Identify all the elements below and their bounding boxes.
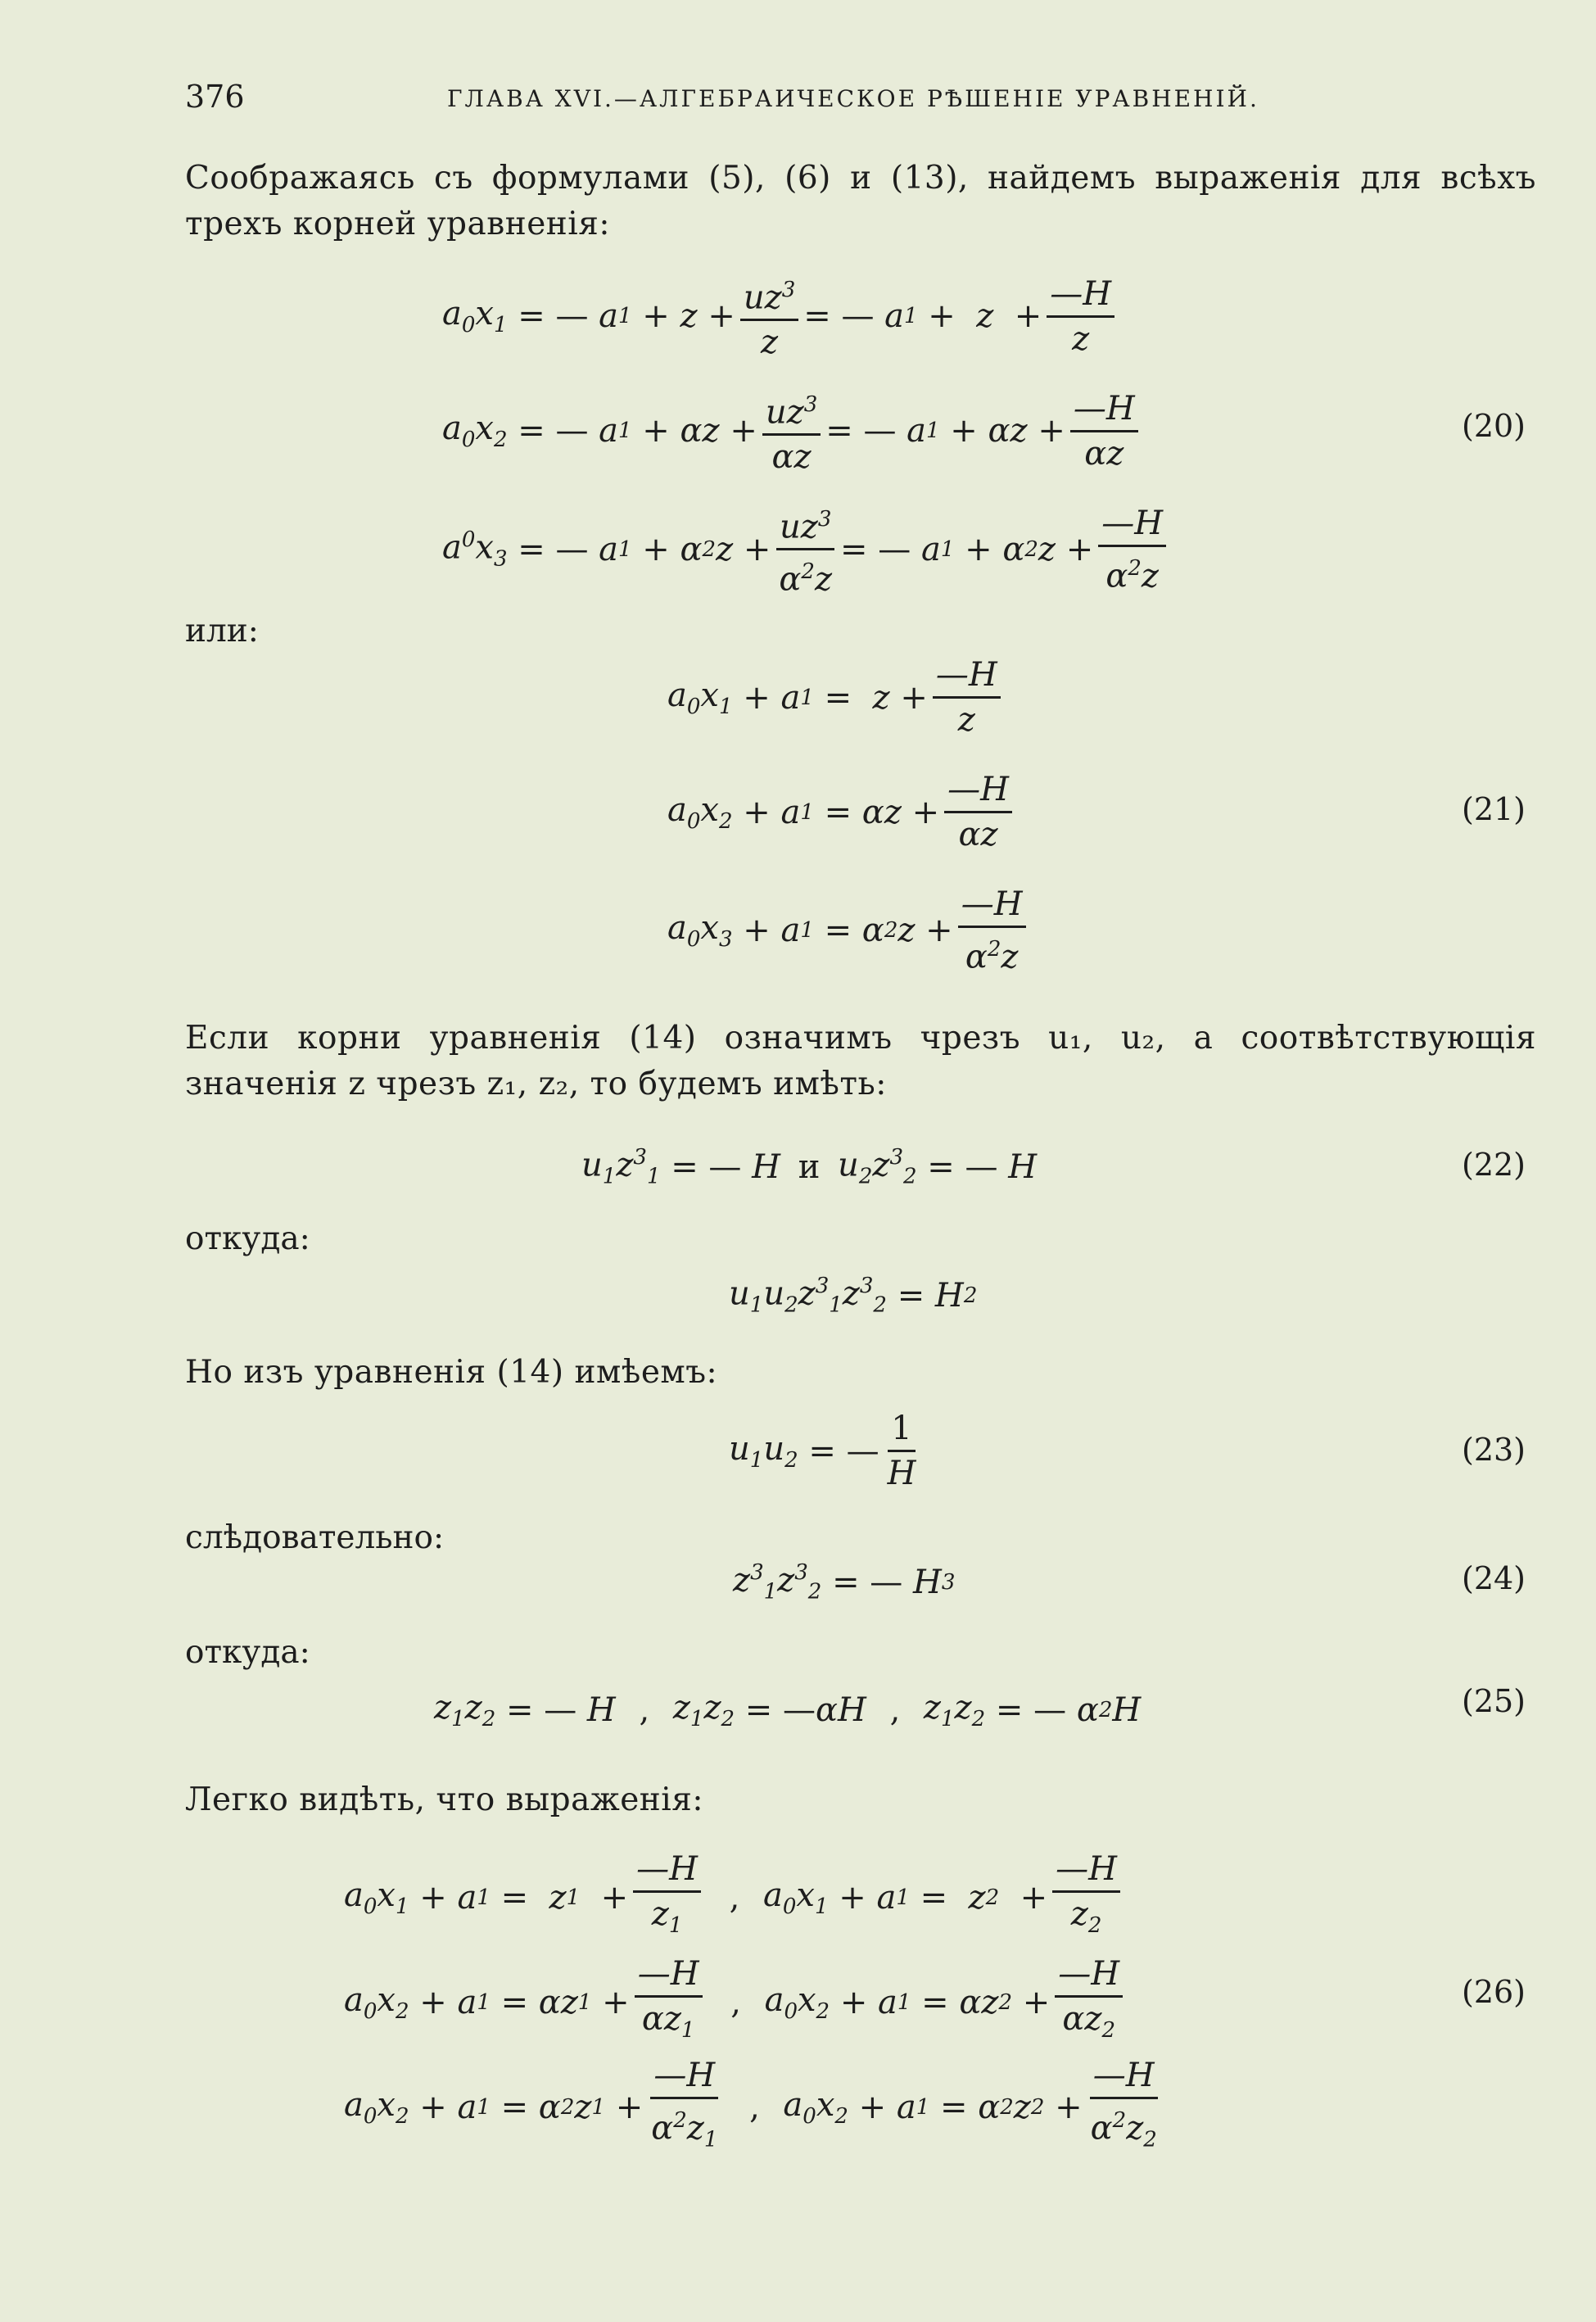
label-otkuda-2: откуда: [185, 1634, 310, 1671]
equation-26a: $a_0x_1$ + a 1 = z 1 + $\frac{—H}{z_1}$ , $a_0x_1$ + a 1 = z 2 + $\frac{—H}{z_2}$ [344, 1849, 1125, 1945]
label-sledovatelno: слѣдовательно: [185, 1519, 445, 1556]
equation-number-22: (22) [1462, 1147, 1526, 1183]
equation-20b: $a_0x_2$ = — a 1 + αz + $\frac{uz^3}{\alpha z}$ = — a 1 + αz + $\frac{—H}{\alpha z}$ [442, 385, 1143, 477]
conjunction-and: и [798, 1147, 821, 1186]
equation-number-23: (23) [1462, 1432, 1526, 1468]
equation-number-21: (21) [1462, 791, 1526, 827]
equation-number-26: (26) [1462, 1974, 1526, 2010]
equation-20a: $a_0x_1$ = — a 1 + z + $\frac{uz^3}{z}$ = — a 1 + z + $\frac{—H}{z}$ [442, 270, 1119, 362]
equation-21c: $a_0x_3$ + a 1 = α 2 z + $\frac{—H}{\alpha^2z}$ [667, 885, 1031, 976]
page-header [185, 79, 1536, 120]
label-otkuda-1: откуда: [185, 1220, 310, 1257]
equation-25: $z_1z_2$ = — H , $z_1z_2$ = — αH , $z_1z_2$ = — α 2 H [434, 1689, 1142, 1731]
paragraph-easy-to-see: Легко видѣть, что выраженія: [185, 1781, 704, 1818]
equation-24: $z^3_1z^3_2$ = — H 3 [733, 1560, 956, 1605]
equation-26c: $a_0x_2$ + a 1 = α 2 z 1 + $\frac{—H}{\alpha^2z_1}$ , $a_0x_2$ + a 1 = α 2 z 2 + $\frac{—H}{\alpha^2z_2}$ [344, 2057, 1157, 2152]
equation-number-25: (25) [1462, 1683, 1526, 1719]
equation-21a: $a_0x_1$ + a 1 = z + $\frac{—H}{z}$ [667, 655, 1006, 740]
paragraph-from-14: Но изъ уравненія (14) имѣемъ: [185, 1354, 718, 1391]
equation-21b: $a_0x_2$ + a 1 = αz + $\frac{—H}{\alpha z}$ [667, 770, 1017, 854]
equation-number-20: (20) [1462, 408, 1526, 444]
equation-22-product: $u_1u_2z^3_1z^3_2$ = H 2 [729, 1274, 978, 1318]
page-number: 376 [185, 79, 245, 115]
equation-20c: $a^0x_3$ = — a 1 + α 2 z + $\frac{uz^3}{\alpha^2z}$ = — a 1 + α 2 z + $\frac{—H}{\alpha^2z}$ [442, 500, 1171, 600]
equation-number-24: (24) [1462, 1560, 1526, 1596]
label-ili: или: [185, 613, 259, 650]
equation-23: $u_1u_2$ = — $\frac{1}{H}$ [729, 1410, 916, 1492]
equation-26b: $a_0x_2$ + a 1 = αz 1 + $\frac{—H}{\alpha z_1}$ , $a_0x_2$ + a 1 = αz 2 + $\frac{—H}{\alpha z_2}$ [344, 1954, 1128, 2050]
equation-22: $u_1z^3_1$ = — H и $u_2z^3_2$ = — H [581, 1145, 1038, 1189]
paragraph-intro: Соображаясь съ формулами (5), (6) и (13), найдемъ выраженія для всѣхъ трехъ корней уравненія: [185, 160, 1536, 242]
running-head: ГЛАВА XVI.—АЛГЕБРАИЧЕСКОЕ РѢШЕНІЕ УРАВНЕНІЙ. [447, 85, 1259, 112]
paragraph-roots: Если корни уравненія (14) означимъ чрезъ u₁, u₂, а соотвѣтствующія значенія z чрезъ z₁, z₂, то будемъ имѣть: [185, 1020, 1536, 1102]
